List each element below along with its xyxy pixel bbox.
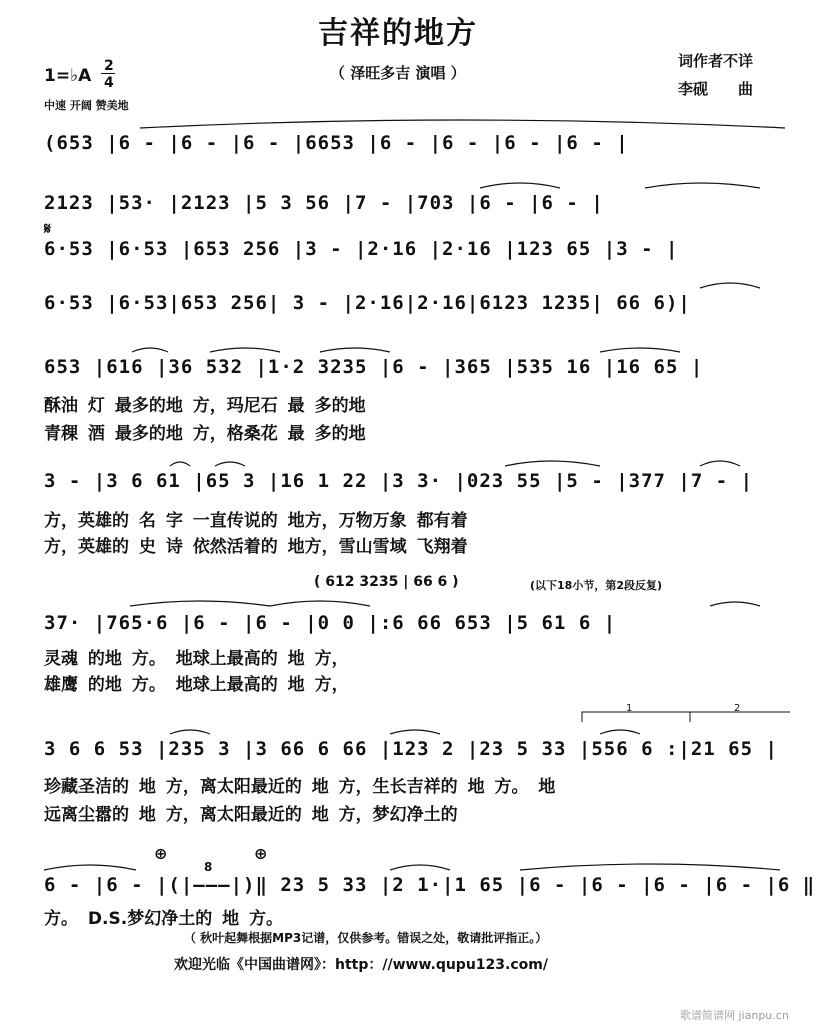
lyric-row-7-verse-2: 雄鹰 的地 方。 地球上最高的 地 方， <box>44 675 349 695</box>
intro-repeat-figure: ( 612 3235 | 66 6 ) <box>314 574 459 590</box>
tie-row-9a <box>44 865 136 870</box>
tie-row-7b <box>270 601 370 606</box>
notation-row-2: 2123 |53· |2123 |5 3 56 |7 - |703 |6 - |6 - | <box>44 192 604 214</box>
coda-sign-2: ⊕ <box>254 844 268 863</box>
slur-row-8b <box>390 730 440 734</box>
notation-row-4: 6·53 |6·53|653 256| 3 - |2·16|2·16|6123 1235| 66 6)| <box>44 292 691 314</box>
slur-row-5b <box>210 348 280 352</box>
tie-row-2a <box>480 183 560 188</box>
tie-row-4 <box>700 283 760 288</box>
lyric-row-7-verse-1: 灵魂 的地 方。 地球上最高的 地 方， <box>44 649 349 669</box>
slur-row-5c <box>320 348 390 352</box>
notation-row-1: (653 |6 - |6 - |6 - |6653 |6 - |6 - |6 - |6 - | <box>44 132 629 154</box>
notation-row-6: 3 - |3 6 61 |65 3 |16 1 22 |3 3· |023 55 |5 - |377 |7 - | <box>44 470 754 492</box>
composer-credit: 李砚 曲 <box>678 80 754 98</box>
lyric-row-6-verse-1: 方，英雄的 名 字 一直传说的 地方，万物万象 都有着 <box>44 511 468 531</box>
notation-row-5: 653 |616 |36 532 |1·2 3235 |6 - |365 |535 16 |16 65 | <box>44 356 704 378</box>
tie-row-9b <box>390 865 450 870</box>
slur-row-5a <box>132 348 168 352</box>
notation-row-8: 3 6 6 53 |235 3 |3 66 6 66 |123 2 |23 5 33 |556 6 :|21 65 | <box>44 738 778 760</box>
notation-row-3: 6·53 |6·53 |653 256 |3 - |2·16 |2·16 |123 65 |3 - | <box>44 238 679 260</box>
tie-row-2b <box>645 183 760 188</box>
slur-row-6b <box>215 462 245 466</box>
volta-2-number: 2 <box>734 703 741 714</box>
time-signature-top: 2 <box>104 58 114 74</box>
website-welcome: 欢迎光临《中国曲谱网》：http：//www.qupu123.com/ <box>174 957 548 973</box>
song-title: 吉祥的地方 <box>318 16 478 51</box>
lyric-row-8-verse-1: 珍藏圣洁的 地 方，离太阳最近的 地 方，生长吉祥的 地 方。 地 <box>44 777 556 797</box>
tie-row-9c <box>520 864 780 870</box>
singer-credit: （ 泽旺多吉 演唱 ） <box>330 64 466 82</box>
notation-row-9: 6 - |6 - |(|———|)‖ 23 5 33 |2 1·|1 65 |6 - |6 - |6 - |6 - |6 ‖ <box>44 874 816 896</box>
watermark: 歌谱简谱网 jianpu.cn <box>680 1009 789 1022</box>
lyricist-credit: 词作者不详 <box>678 52 754 70</box>
segno-sign: 𝄋 <box>44 219 51 238</box>
lyric-row-6-verse-2: 方，英雄的 史 诗 依然活着的 地方，雪山雪域 飞翔着 <box>44 537 468 557</box>
repeat-instruction: (以下18小节，第2段反复) <box>530 579 663 592</box>
volta-1-bracket <box>582 712 690 722</box>
volta-1-number: 1 <box>626 703 633 714</box>
volta-2-bracket <box>690 712 790 722</box>
slur-row-6a <box>170 462 190 466</box>
lyric-row-5-verse-2: 青稞 酒 最多的地 方，格桑花 最 多的地 <box>44 424 366 444</box>
lyric-row-9: 方。 D.S.梦幻净土的 地 方。 <box>44 909 284 929</box>
transcriber-note: （ 秋叶起舞根据MP3记谱，仅供参考。错误之处，敬请批评指正。） <box>184 931 548 945</box>
tie-row-1 <box>140 120 785 128</box>
key-signature: 1=♭A <box>44 66 92 86</box>
slur-row-5d <box>600 348 680 352</box>
slur-row-8a <box>170 730 210 734</box>
tie-row-7a <box>130 601 270 606</box>
time-signature-bottom: 4 <box>104 75 114 91</box>
slur-row-6d <box>700 461 740 466</box>
notation-row-7: 37· |765·6 |6 - |6 - |0 0 |:6 66 653 |5 61 6 | <box>44 612 617 634</box>
slur-row-6c <box>505 461 600 466</box>
slur-row-8c <box>600 730 640 734</box>
multi-rest-count: 8 <box>204 860 213 874</box>
slur-row-7 <box>710 602 760 606</box>
lyric-row-8-verse-2: 远离尘嚣的 地 方，离太阳最近的 地 方，梦幻净土的 <box>44 805 458 825</box>
coda-sign-1: ⊕ <box>154 844 168 863</box>
lyric-row-5-verse-1: 酥油 灯 最多的地 方，玛尼石 最 多的地 <box>44 396 366 416</box>
tempo-marking: 中速 开阔 赞美地 <box>44 99 129 112</box>
